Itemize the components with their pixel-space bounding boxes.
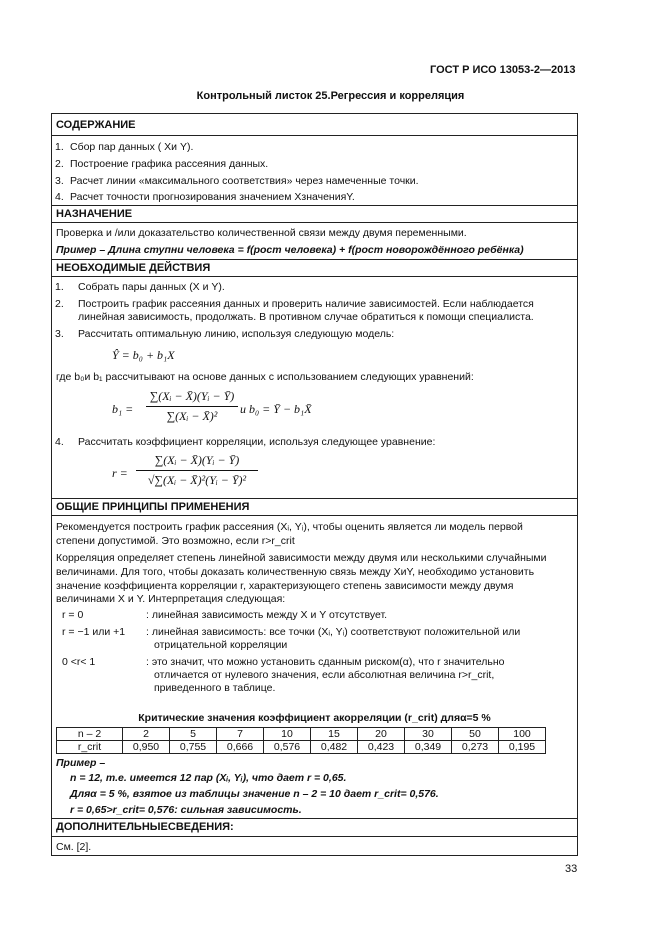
page-title: Контрольный листок 25.Регрессия и корреляция [196,90,465,102]
b1-denominator: ∑(Xᵢ − X̄)² [166,409,218,423]
table-cell: 0,349 [405,741,452,754]
b1-label: b₁ = [112,402,134,416]
def-key-1: r = 0 [62,609,84,621]
purpose-example: Пример – Длина ступни человека = f(рост человека) + f(рост новорождённого ребёнка) [56,244,524,256]
b1-fraction-bar [146,406,238,407]
content-num-1: 1. [55,141,64,153]
action-item-3: Рассчитать оптимальную линию, используя следующую модель: [78,328,395,340]
purpose-heading: НАЗНАЧЕНИЕ [56,208,133,220]
b0-formula: и b₀ = Ȳ − b₁X̄ [240,402,312,416]
table-cell: 30 [405,728,452,741]
table-cell: 7 [217,728,264,741]
action-item-2b: линейная зависимость, продолжать. В противном случае обратиться к помощи специалиста. [78,311,534,323]
action-item-1: Собрать пары данных (X и Y). [78,281,225,293]
action-item-4: Рассчитать коэффициент корреляции, используя следующее уравнение: [78,436,436,448]
def-text-1: : линейная зависимость между X и Y отсутствует. [146,609,388,621]
table-cell: 10 [264,728,311,741]
content-item-1: Сбор пар данных ( Xи Y). [70,141,194,153]
action-num-4: 4. [55,436,64,448]
table-cell: 0,666 [217,741,264,754]
r-numerator: ∑(Xᵢ − X̄)(Yᵢ − Ȳ) [154,453,240,467]
additional-text: См. [2]. [56,841,92,853]
content-num-2: 2. [55,158,64,170]
table-cell: 0,423 [358,741,405,754]
principles-p2a: Корреляция определяет степень линейной зависимости между двумя или несколькими случайными [56,552,547,564]
def-key-3: 0 <r< 1 [62,656,96,668]
def-text-2b: отрицательной корреляции [154,639,288,651]
standard-number: ГОСТ Р ИСО 13053-2—2013 [430,64,576,76]
action-num-3: 3. [55,328,64,340]
table-cell: 0,482 [311,741,358,754]
example-label: Пример – [56,757,106,769]
purpose-text: Проверка и /или доказательство количественной связи между двумя переменными. [56,227,467,239]
checklist-box [51,113,578,856]
table-cell: 2 [123,728,170,741]
principles-p1b: степени допустимой. Это возможно, если r>r_crit [56,535,295,547]
critical-values-table [56,727,546,754]
table-cell: 50 [452,728,499,741]
table-cell: 0,755 [170,741,217,754]
action-num-2: 2. [55,298,64,310]
content-heading: СОДЕРЖАНИЕ [56,119,136,131]
def-text-3c: приведенного в таблице. [154,682,276,694]
content-item-2: Построение графика рассеяния данных. [70,158,269,170]
table-cell: 5 [170,728,217,741]
table-cell: 0,576 [264,741,311,754]
example-line-1: n = 12, т.е. имеется 12 пар (Xᵢ, Yᵢ), что дает r = 0,65. [70,772,347,784]
def-text-3b: отличается от нулевого значения, если абсолютная величина r>r_crit, [154,669,495,681]
actions-heading: НЕОБХОДИМЫЕ ДЕЙСТВИЯ [56,262,211,274]
principles-heading: ОБЩИЕ ПРИНЦИПЫ ПРИМЕНЕНИЯ [56,501,250,513]
r-fraction-bar [136,470,258,471]
principles-p2d: величинами X и Y. Интерпретация следующая: [56,593,286,605]
r-denominator: √∑(Xᵢ − X̄)²(Yᵢ − Ȳ)² [147,473,247,487]
def-key-2: r = −1 или +1 [62,626,126,638]
model-formula: Ŷ = b₀ + b₁X [112,348,175,362]
content-item-3: Расчет линии «максимального соответствия» через намеченные точки. [70,175,419,187]
principles-p2b: величинами. Для того, чтобы доказать количественную связь между XиY, необходимо установить [56,566,535,578]
table-cell: r_crit [57,741,123,754]
where-text: где b₀и b₁ рассчитывают на основе данных с использованием следующих уравнений: [56,371,474,383]
principles-p1a: Рекомендуется построить график рассеяния (Xᵢ, Yᵢ), чтобы оценить является ли модель первой [56,521,523,533]
principles-p2c: значение коэффициента корреляции r, характеризующего степень зависимости между двумя [56,580,514,592]
table-cell: 0,950 [123,741,170,754]
table-cell: 15 [311,728,358,741]
table-cell: 100 [499,728,546,741]
def-text-3a: : это значит, что можно установить сданным риском(α), что r значительно [146,656,505,668]
table-cell: 0,273 [452,741,499,754]
table-row [57,728,546,741]
b1-numerator: ∑(Xᵢ − X̄)(Yᵢ − Ȳ) [149,389,235,403]
table-cell: 0,195 [499,741,546,754]
table-title: Критические значения коэффициент акорреляции (r_crit) дляα=5 % [138,712,491,724]
content-item-4: Расчет точности прогнозирования значением XзначенияY. [70,191,355,203]
table-cell: n – 2 [57,728,123,741]
additional-heading: ДОПОЛНИТЕЛЬНЫЕСВЕДЕНИЯ: [56,821,234,833]
table-row [57,741,546,754]
content-num-4: 4. [55,191,64,203]
content-num-3: 3. [55,175,64,187]
r-label: r = [112,466,128,480]
action-num-1: 1. [55,281,64,293]
page-number: 33 [565,863,578,875]
table-cell: 20 [358,728,405,741]
action-item-2: Построить график рассеяния данных и проверить наличие зависимостей. Если наблюдается [78,298,534,310]
example-line-3: r = 0,65>r_crit= 0,576: сильная зависимость. [70,804,302,816]
def-text-2a: : линейная зависимость: все точки (Xᵢ, Yᵢ) соответствуют положительной или [146,626,521,638]
example-line-2: Дляα = 5 %, взятое из таблицы значение n – 2 = 10 дает r_crit= 0,576. [70,788,439,800]
